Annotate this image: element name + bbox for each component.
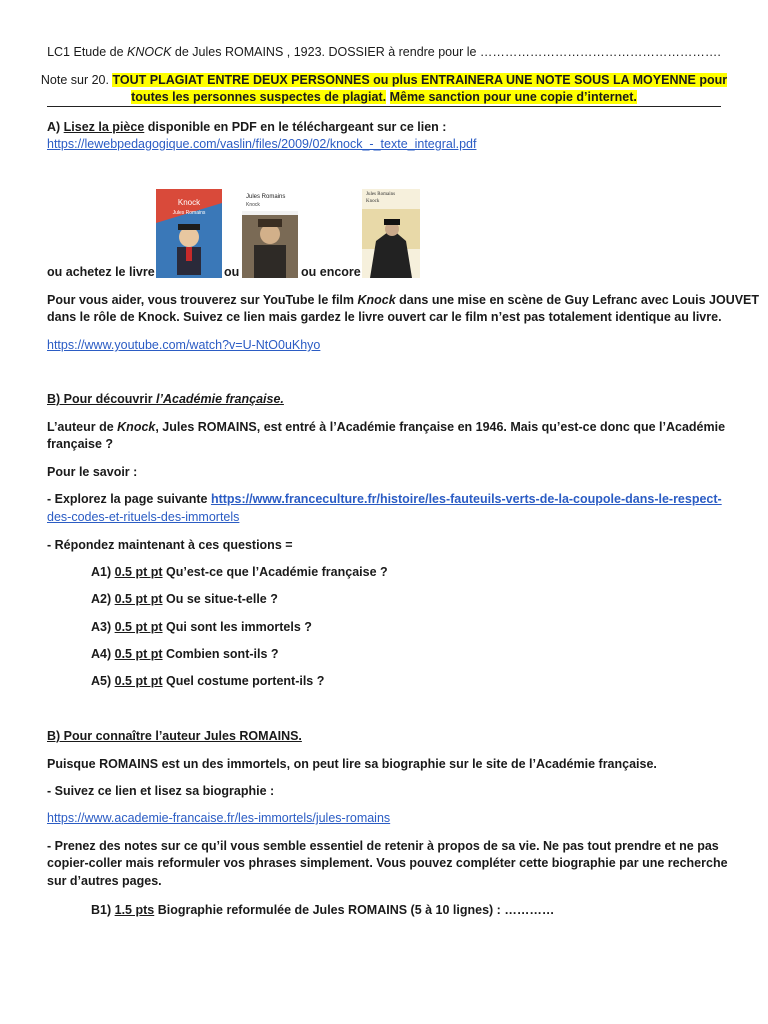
cover-3-title: Knock	[366, 199, 380, 204]
academie-link[interactable]: https://www.academie-francaise.fr/les-immortels/jules-romains	[47, 811, 391, 825]
points-badge: 0.5 pt pt	[114, 565, 163, 579]
points-badge: 1.5 pts	[114, 903, 155, 917]
points-badge: 0.5 pt pt	[114, 592, 163, 606]
cover-3-author: Jules Romains	[366, 192, 396, 197]
question-a5: A5) 0.5 pt pt Quel costume portent-ils ?	[91, 674, 325, 688]
or-else-label: ou encore	[301, 265, 361, 279]
book-cover-2[interactable]	[242, 189, 298, 278]
document-title: LC1 Etude de KNOCK de Jules ROMAINS , 1923. DOSSIER à rendre pour le ………………………………………………….	[47, 45, 721, 59]
pdf-link[interactable]: https://lewebpedagogique.com/vaslin/files/2009/02/knock_-_texte_integral.pdf	[47, 137, 477, 151]
cover-1-author: Jules Romains	[172, 210, 206, 216]
explore-line: - Explorez la page suivante https://www.franceculture.fr/histoire/les-fauteuils-verts-de-la-coupole-dans-le-respect-	[47, 492, 722, 506]
b2-intro: Puisque ROMAINS est un des immortels, on peut lire sa biographie sur le site de l’Académie française.	[47, 757, 657, 771]
points-badge: 0.5 pt pt	[114, 674, 163, 688]
pour-le-savoir: Pour le savoir :	[47, 465, 138, 479]
franceculture-link-cont[interactable]: des-codes-et-rituels-des-immortels	[47, 510, 240, 524]
b2-follow: - Suivez ce lien et lisez sa biographie :	[47, 784, 275, 798]
points-badge: 0.5 pt pt	[114, 620, 163, 634]
cover-2-author: Jules Romains	[246, 194, 286, 200]
or-label: ou	[224, 265, 240, 279]
question-b1: B1) 1.5 pts Biographie reformulée de Jules ROMAINS (5 à 10 lignes) : …………	[91, 903, 555, 917]
work-title: KNOCK	[127, 45, 172, 59]
help-line-2: dans le rôle de Knock. Suivez ce lien mais gardez le livre ouvert car le film n’est pas totalement identique au livre.	[47, 310, 722, 324]
book-cover-3[interactable]	[362, 189, 420, 278]
question-a2: A2) 0.5 pt pt Ou se situe-t-elle ?	[91, 592, 278, 606]
notes-line-1: - Prenez des notes sur ce qu’il vous semble essentiel de retenir à propos de sa vie. Ne pas tout prendre et ne pas	[47, 839, 719, 853]
intro-line-1: L’auteur de Knock, Jules ROMAINS, est entré à l’Académie française en 1946. Mais qu’est-ce donc que l’Académie	[47, 420, 726, 434]
question-a4: A4) 0.5 pt pt Combien sont-ils ?	[91, 647, 279, 661]
answer-instruction: - Répondez maintenant à ces questions =	[47, 538, 293, 552]
plagiarism-warning-line1: Note sur 20. TOUT PLAGIAT ENTRE DEUX PERSONNES ou plus ENTRAINERA UNE NOTE SOUS LA MOYENNE pour	[40, 73, 728, 87]
franceculture-link[interactable]: https://www.franceculture.fr/histoire/les-fauteuils-verts-de-la-coupole-dans-le-respect-	[210, 492, 722, 506]
plagiarism-warning-line2: toutes les personnes suspectes de plagiat. Même sanction pour une copie d’internet.	[131, 90, 637, 104]
help-line-1: Pour vous aider, vous trouverez sur YouTube le film Knock dans une mise en scène de Guy Lefranc avec Louis JOUVET	[47, 293, 760, 307]
notes-line-3: sur d’autres pages.	[47, 874, 162, 888]
buy-book-line: ou achetez le livre	[47, 265, 155, 279]
youtube-link[interactable]: https://www.youtube.com/watch?v=U-NtO0uKhyo	[47, 338, 321, 352]
cover-1-title: Knock	[177, 198, 201, 207]
intro-line-2: française ?	[47, 437, 114, 451]
section-b2-heading: B) Pour connaître l’auteur Jules ROMAINS.	[47, 729, 302, 743]
question-a1: A1) 0.5 pt pt Qu’est-ce que l’Académie française ?	[91, 565, 388, 579]
points-badge: 0.5 pt pt	[114, 647, 163, 661]
cover-2-title: Knock	[246, 202, 260, 208]
question-a3: A3) 0.5 pt pt Qui sont les immortels ?	[91, 620, 312, 634]
header-divider	[47, 106, 721, 107]
section-b1-heading: B) Pour découvrir l’Académie française.	[47, 392, 284, 406]
notes-line-2: copier-coller mais reformuler vos phrases simplement. Vous pouvez compléter cette biographie par une recherche	[47, 856, 728, 870]
section-a-heading: A) Lisez la pièce disponible en PDF en le téléchargeant sur ce lien :	[47, 120, 447, 134]
book-cover-1[interactable]	[156, 189, 222, 278]
